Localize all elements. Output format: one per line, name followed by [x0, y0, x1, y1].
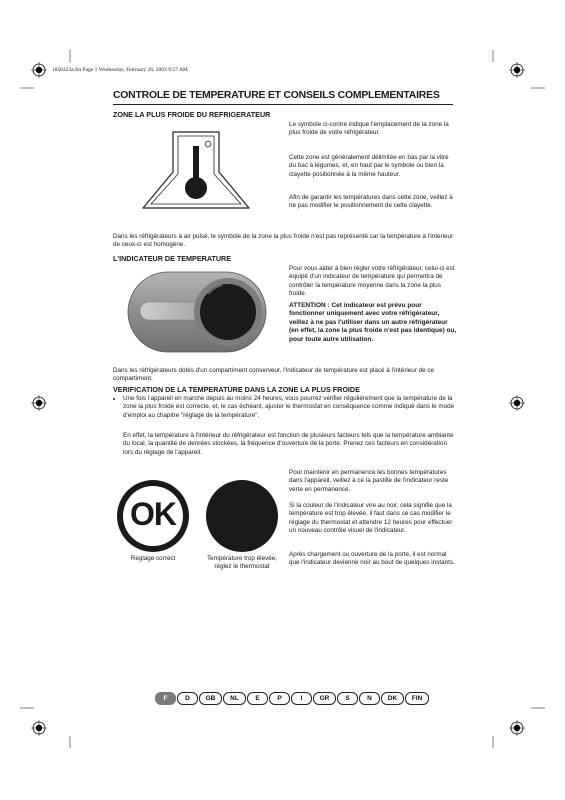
section-heading-indicator: L'INDICATEUR DE TEMPERATURE	[113, 254, 232, 263]
title-rule	[113, 104, 453, 105]
maintain-temperature-paragraph: Pour maintenir en permanence les bonnes températures dans l'appareil, veillez à ce la pastille de l'indicateur reste verte en permanence.	[289, 469, 449, 493]
temperature-indicator-image	[126, 268, 268, 356]
verification-paragraph: En effet, la température à l'intérieur du réfrigérateur est fonction de plusieurs facteurs tels que la température ambiante du local, la quantité de denrées stockées, la fréquence d'ouverture de la porte. Prenez ces facteurs en considération lors du réglage de l'appareil.	[123, 432, 454, 456]
registration-mark-icon	[509, 395, 525, 411]
indicator-warning: ATTENTION : Cet indicateur est prévu pour fonctionner uniquement avec votre réfrigérateur, veillez à ne pas l'utiliser dans un autre réfrigérateur (en effet, la zone la plus froide n'est pas identique) ou, pour toute autre utilisation.	[289, 302, 457, 343]
registration-mark-icon	[509, 62, 525, 78]
language-tab-d[interactable]: D	[177, 692, 198, 705]
language-tab-gb[interactable]: GB	[199, 692, 222, 705]
coldest-zone-paragraph-2: Cette zone est généralement délimitée en bas par la vitre du bac à légumes, et, en haut par le symbole ou bien la clayette positionnée à la même hauteur.	[289, 154, 449, 178]
indicator-paragraph: Pour vous aider à bien régler votre réfrigérateur, celui-ci est équipé d'un indicateur de température qui permettra de contrôler la température moyenne dans la zone la plus froide.	[289, 265, 455, 297]
language-tab-dk[interactable]: DK	[381, 692, 404, 705]
compartment-note: Dans les réfrigérateurs dotés d'un compartiment conserveur, l'indicateur de température est placé à l'intérieur de ce compartiment.	[113, 367, 435, 383]
section-heading-verification: VERIFICATION DE LA TEMPERATURE DANS LA ZONE LA PLUS FROIDE	[113, 385, 360, 394]
registration-mark-icon	[31, 720, 47, 736]
verification-bullet-item: • Une fois l'appareil en marche depuis au moins 24 heures, vous pourrez vérifier régulièrement que la température de la zone la plus froide est correcte, et, le cas échéant, ajuster le thermostat en conséquence comme indiqué dans le mode d'emploi au chapitre "réglage de la température".	[123, 395, 458, 420]
language-tab-s[interactable]: S	[337, 692, 358, 705]
black-indicator-paragraph: Si la couleur de l'indicateur vire au noir, cela signifie que la température est trop élevée, il faut dans ce cas modifier le réglage du thermostat et attendre 12 heures pour effectuer un nouveau contrôle visuel de l'indicateur.	[289, 502, 453, 534]
page-title: CONTROLE DE TEMPERATURE ET CONSEILS COMPLEMENTAIRES	[113, 90, 440, 101]
forced-air-note: Dans les réfrigérateurs à air pulsé, le symbole de la zone la plus froide n'est pas représenté car la température à l'interieur de ceux-ci est homogène.	[113, 233, 454, 249]
registration-mark-icon	[31, 395, 47, 411]
language-tab-gr[interactable]: GR	[313, 692, 336, 705]
indicator-too-warm-icon	[204, 478, 280, 554]
caption-correct-setting: Reglage correct	[130, 555, 176, 562]
registration-mark-icon	[31, 62, 47, 78]
language-tab-p[interactable]: P	[269, 692, 290, 705]
caption-too-warm: Température trop élevée, réglez le thermostat	[206, 555, 277, 570]
language-tab-n[interactable]: N	[359, 692, 380, 705]
after-loading-paragraph: Après chargement ou ouverture de la porte, il est normal que l'indicateur devienne noir au bout de quelques instants.	[289, 551, 455, 567]
language-tab-e[interactable]: E	[247, 692, 268, 705]
section-heading-coldest-zone: ZONE LA PLUS FROIDE DU REFRIGERATEUR	[113, 110, 271, 119]
coldest-zone-symbol-icon	[133, 126, 259, 224]
coldest-zone-paragraph-1: Le symbole ci-contre indique l'emplacement de la zone la plus froide de votre réfrigérateur.	[289, 121, 449, 137]
print-slug: 1850423a.fm Page 1 Wednesday, February 26, 2003 9:57 AM	[52, 67, 188, 73]
language-tab-fin[interactable]: FIN	[405, 692, 429, 705]
language-tab-nl[interactable]: NL	[223, 692, 246, 705]
verification-bullet-list	[113, 395, 458, 420]
coldest-zone-paragraph-3: Afin de garantir les températures dans cette zone, veillez à ne pas modifier le positionnement de cette clayette.	[289, 194, 453, 210]
language-tab-i[interactable]: I	[291, 692, 312, 705]
registration-mark-icon	[509, 720, 525, 736]
language-tab-f[interactable]: F	[155, 692, 176, 705]
ok-symbol-text: OK	[130, 496, 176, 532]
